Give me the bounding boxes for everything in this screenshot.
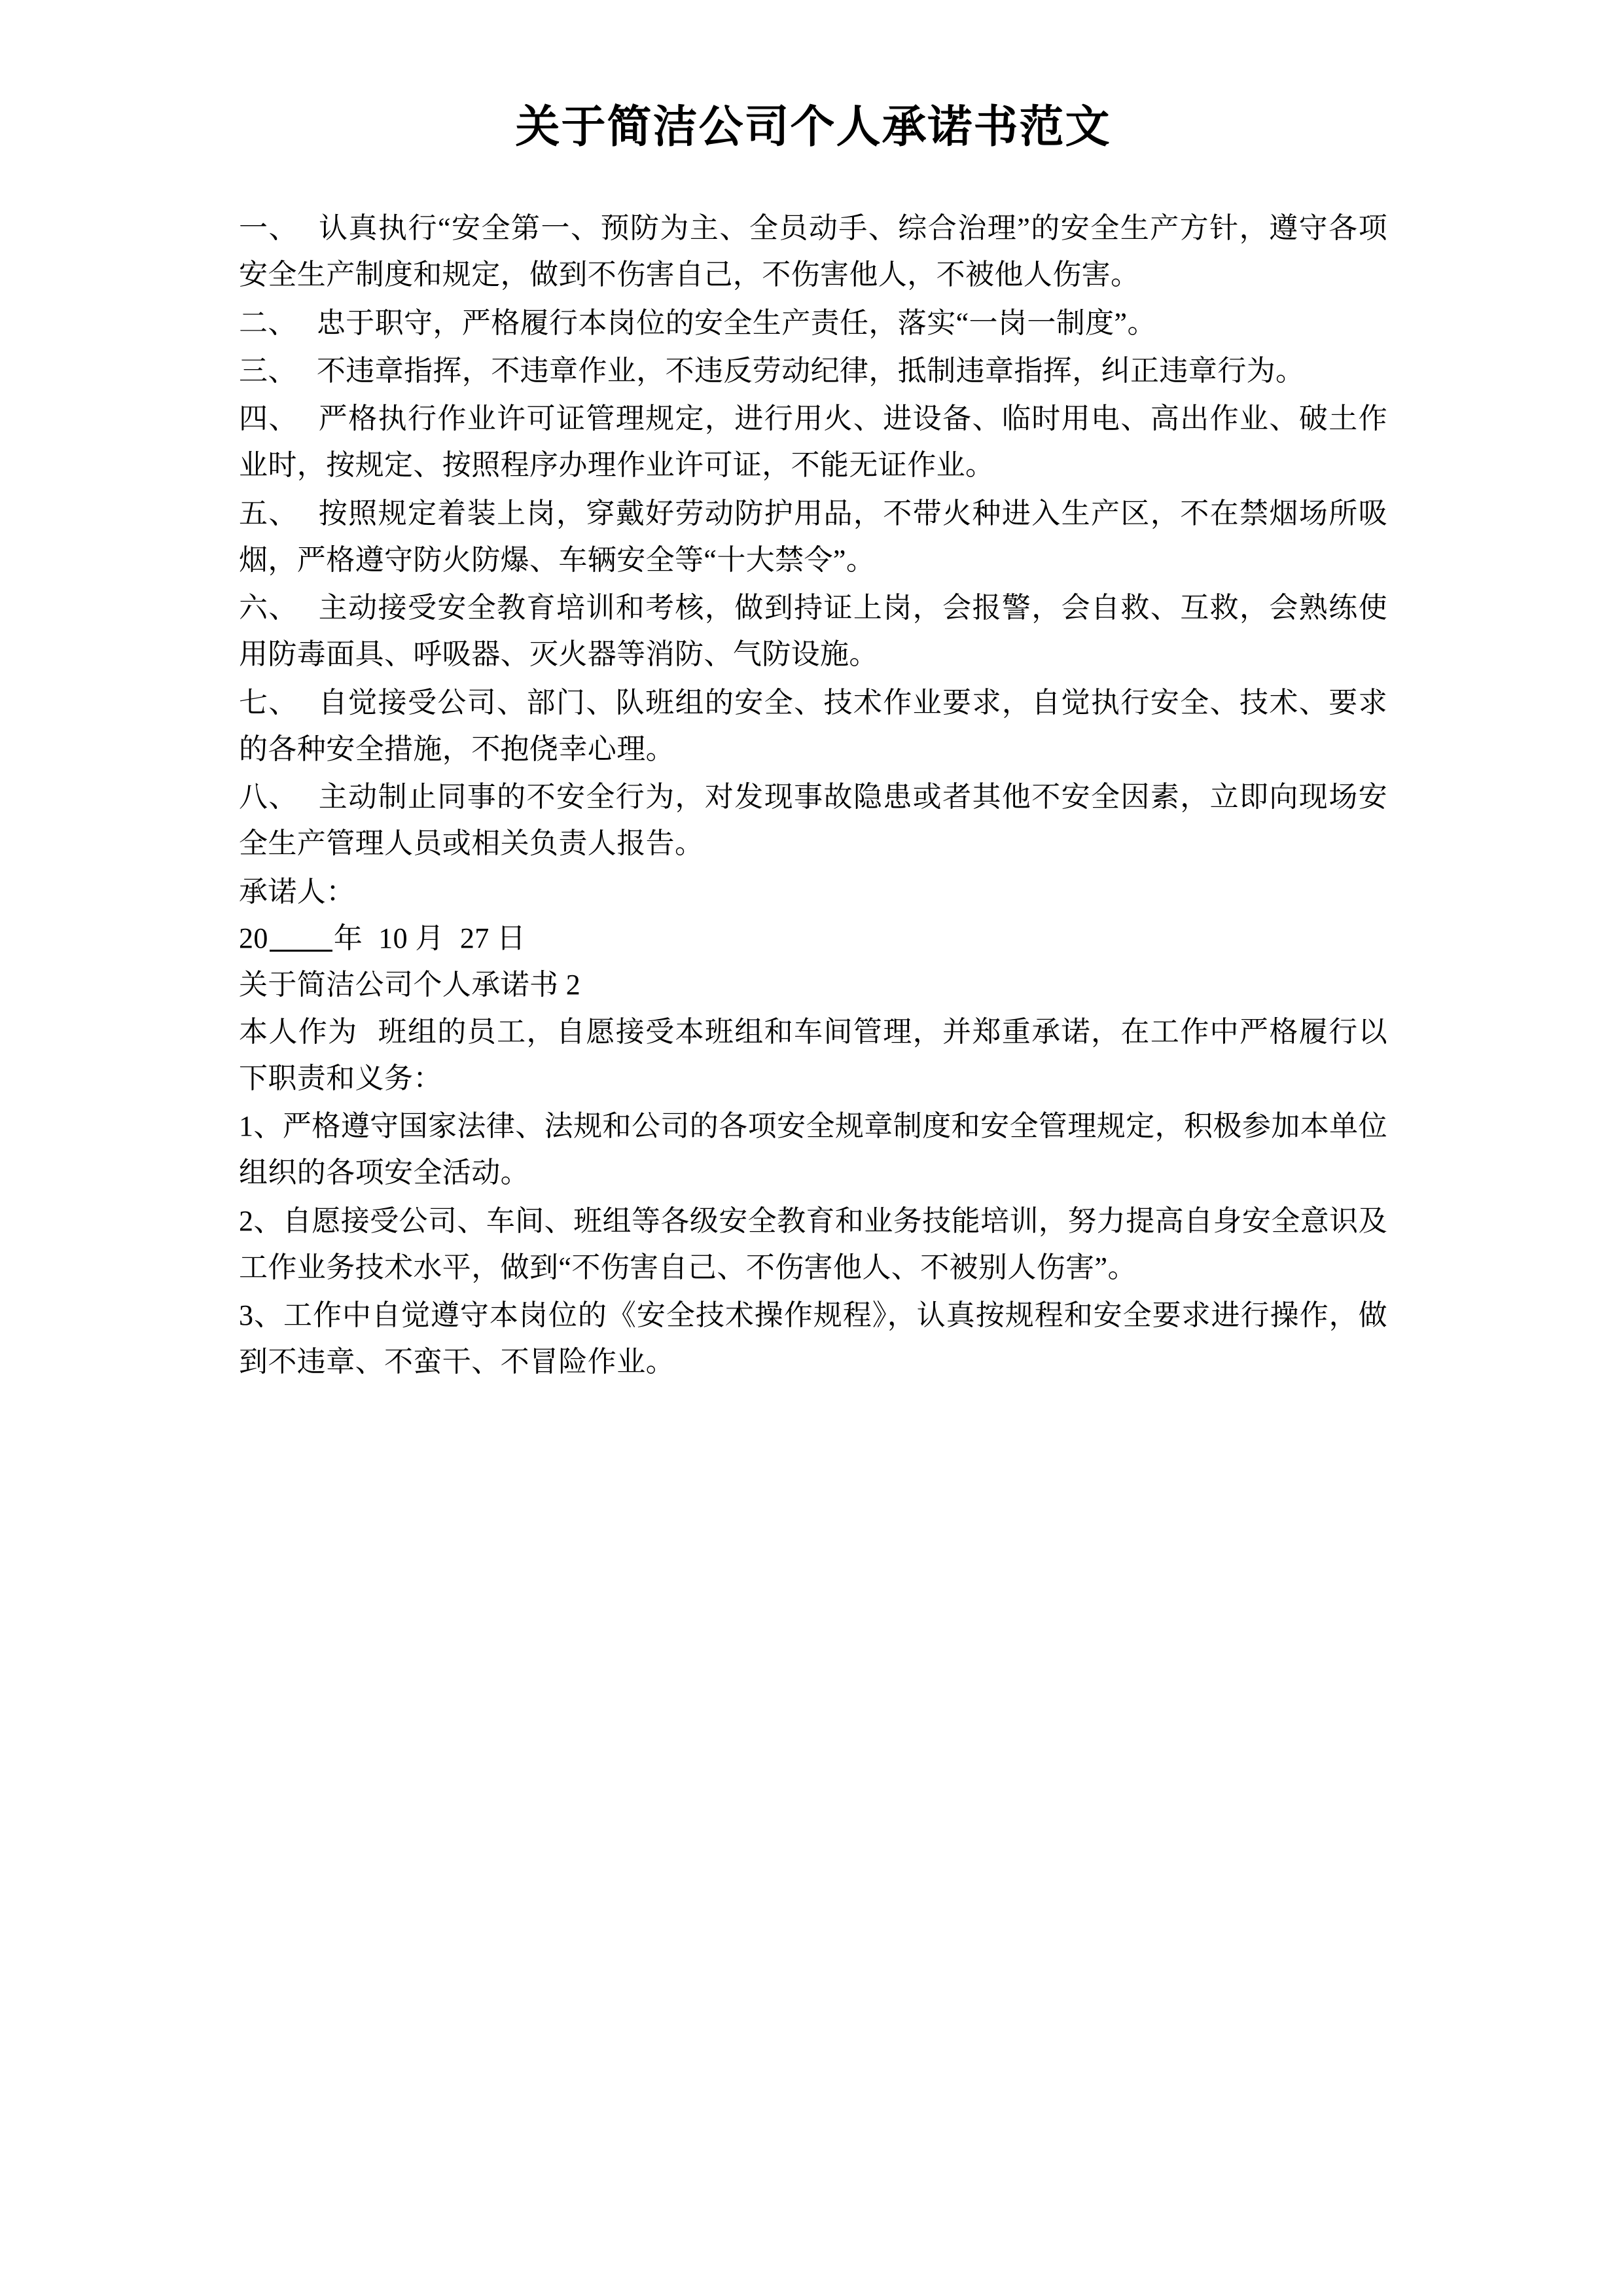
signature-label: 承诺人：	[239, 875, 355, 908]
clause-text-2: 忠于职守，严格履行本岗位的安全生产责任，落实“一岗一制度”。	[316, 306, 1156, 339]
obligation-number-1: 1、	[239, 1110, 283, 1143]
clause-item-8	[239, 774, 1387, 867]
date-year-prefix: 20	[239, 922, 268, 954]
date-year-blank[interactable]	[270, 950, 332, 952]
obligation-text-2: 自愿接受公司、车间、班组等各级安全教育和业务技能培训，努力提高自身安全意识及工作业务技术水平，做到“不伤害自己、不伤害他人、不被别人伤害”。	[239, 1204, 1387, 1283]
obligation-number-3: 3、	[239, 1299, 283, 1332]
document-body	[239, 205, 1387, 1386]
clause-number-7: 七、	[239, 686, 298, 719]
clause-text-7: 自觉接受公司、部门、队班组的安全、技术作业要求，自觉执行安全、技术、要求的各种安全措施，不抱侥幸心理。	[239, 686, 1387, 765]
clause-number-8: 八、	[239, 781, 298, 814]
obligation-text-1: 严格遵守国家法律、法规和公司的各项安全规章制度和安全管理规定，积极参加本单位组织的各项安全活动。	[239, 1110, 1387, 1189]
clause-text-4: 严格执行作业许可证管理规定，进行用火、进设备、临时用电、高出作业、破土作业时，按规定、按照程序办理作业许可证，不能无证作业。	[239, 403, 1387, 482]
obligation-number-2: 2、	[239, 1204, 283, 1237]
clause-text-8: 主动制止同事的不安全行为，对发现事故隐患或者其他不安全因素，立即向现场安全生产管理人员或相关负责人报告。	[239, 781, 1387, 860]
clause-item-3	[239, 348, 1387, 394]
clause-item-1	[239, 205, 1387, 298]
clause-item-7	[239, 679, 1387, 773]
clause-text-1: 认真执行“安全第一、预防为主、全员动手、综合治理”的安全生产方针，遵守各项安全生产制度和规定，做到不伤害自己，不伤害他人，不被他人伤害。	[239, 212, 1387, 291]
clause-number-3: 三、	[239, 354, 297, 387]
clause-number-1: 一、	[239, 212, 298, 244]
clause-text-6: 主动接受安全教育培训和考核，做到持证上岗，会报警，会自救、互救，会熟练使用防毒面具、呼吸器、灭火器等消防、气防设施。	[239, 592, 1387, 671]
date-month: 10 月	[378, 922, 444, 954]
clause-number-4: 四、	[239, 403, 298, 435]
clause-item-5	[239, 490, 1387, 584]
clause-text-3: 不违章指挥，不违章作业，不违反劳动纪律，抵制违章指挥，纠正违章行为。	[316, 354, 1305, 387]
obligation-text-3: 工作中自觉遵守本岗位的《安全技术操作规程》，认真按规程和安全要求进行操作，做到不违章、不蛮干、不冒险作业。	[239, 1299, 1387, 1378]
section2-heading: 关于简洁公司个人承诺书 2	[239, 969, 581, 1001]
intro-after-blank: 班组的员工，自愿接受本班组和车间管理，并郑重承诺，在工作中严格履行以下职责和义务：	[239, 1015, 1387, 1094]
clause-item-6	[239, 584, 1387, 678]
clause-number-2: 二、	[239, 306, 297, 339]
obligation-item-1	[239, 1103, 1387, 1196]
page-title: 关于简洁公司个人承诺书范文	[515, 102, 1111, 152]
date-year-suffix: 年	[333, 922, 363, 954]
date-line	[239, 915, 1387, 961]
date-day: 27 日	[459, 922, 526, 954]
obligation-item-2	[239, 1198, 1387, 1291]
clause-item-2	[239, 300, 1387, 346]
clause-item-4	[239, 395, 1387, 489]
intro-before-blank: 本人作为	[239, 1015, 358, 1048]
section2-intro	[239, 1009, 1387, 1102]
clause-text-5: 按照规定着装上岗，穿戴好劳动防护用品，不带火种进入生产区，不在禁烟场所吸烟，严格遵守防火防爆、车辆安全等“十大禁令”。	[239, 497, 1387, 576]
clause-number-6: 六、	[239, 592, 298, 624]
clause-number-5: 五、	[239, 497, 298, 529]
obligation-item-3	[239, 1292, 1387, 1386]
